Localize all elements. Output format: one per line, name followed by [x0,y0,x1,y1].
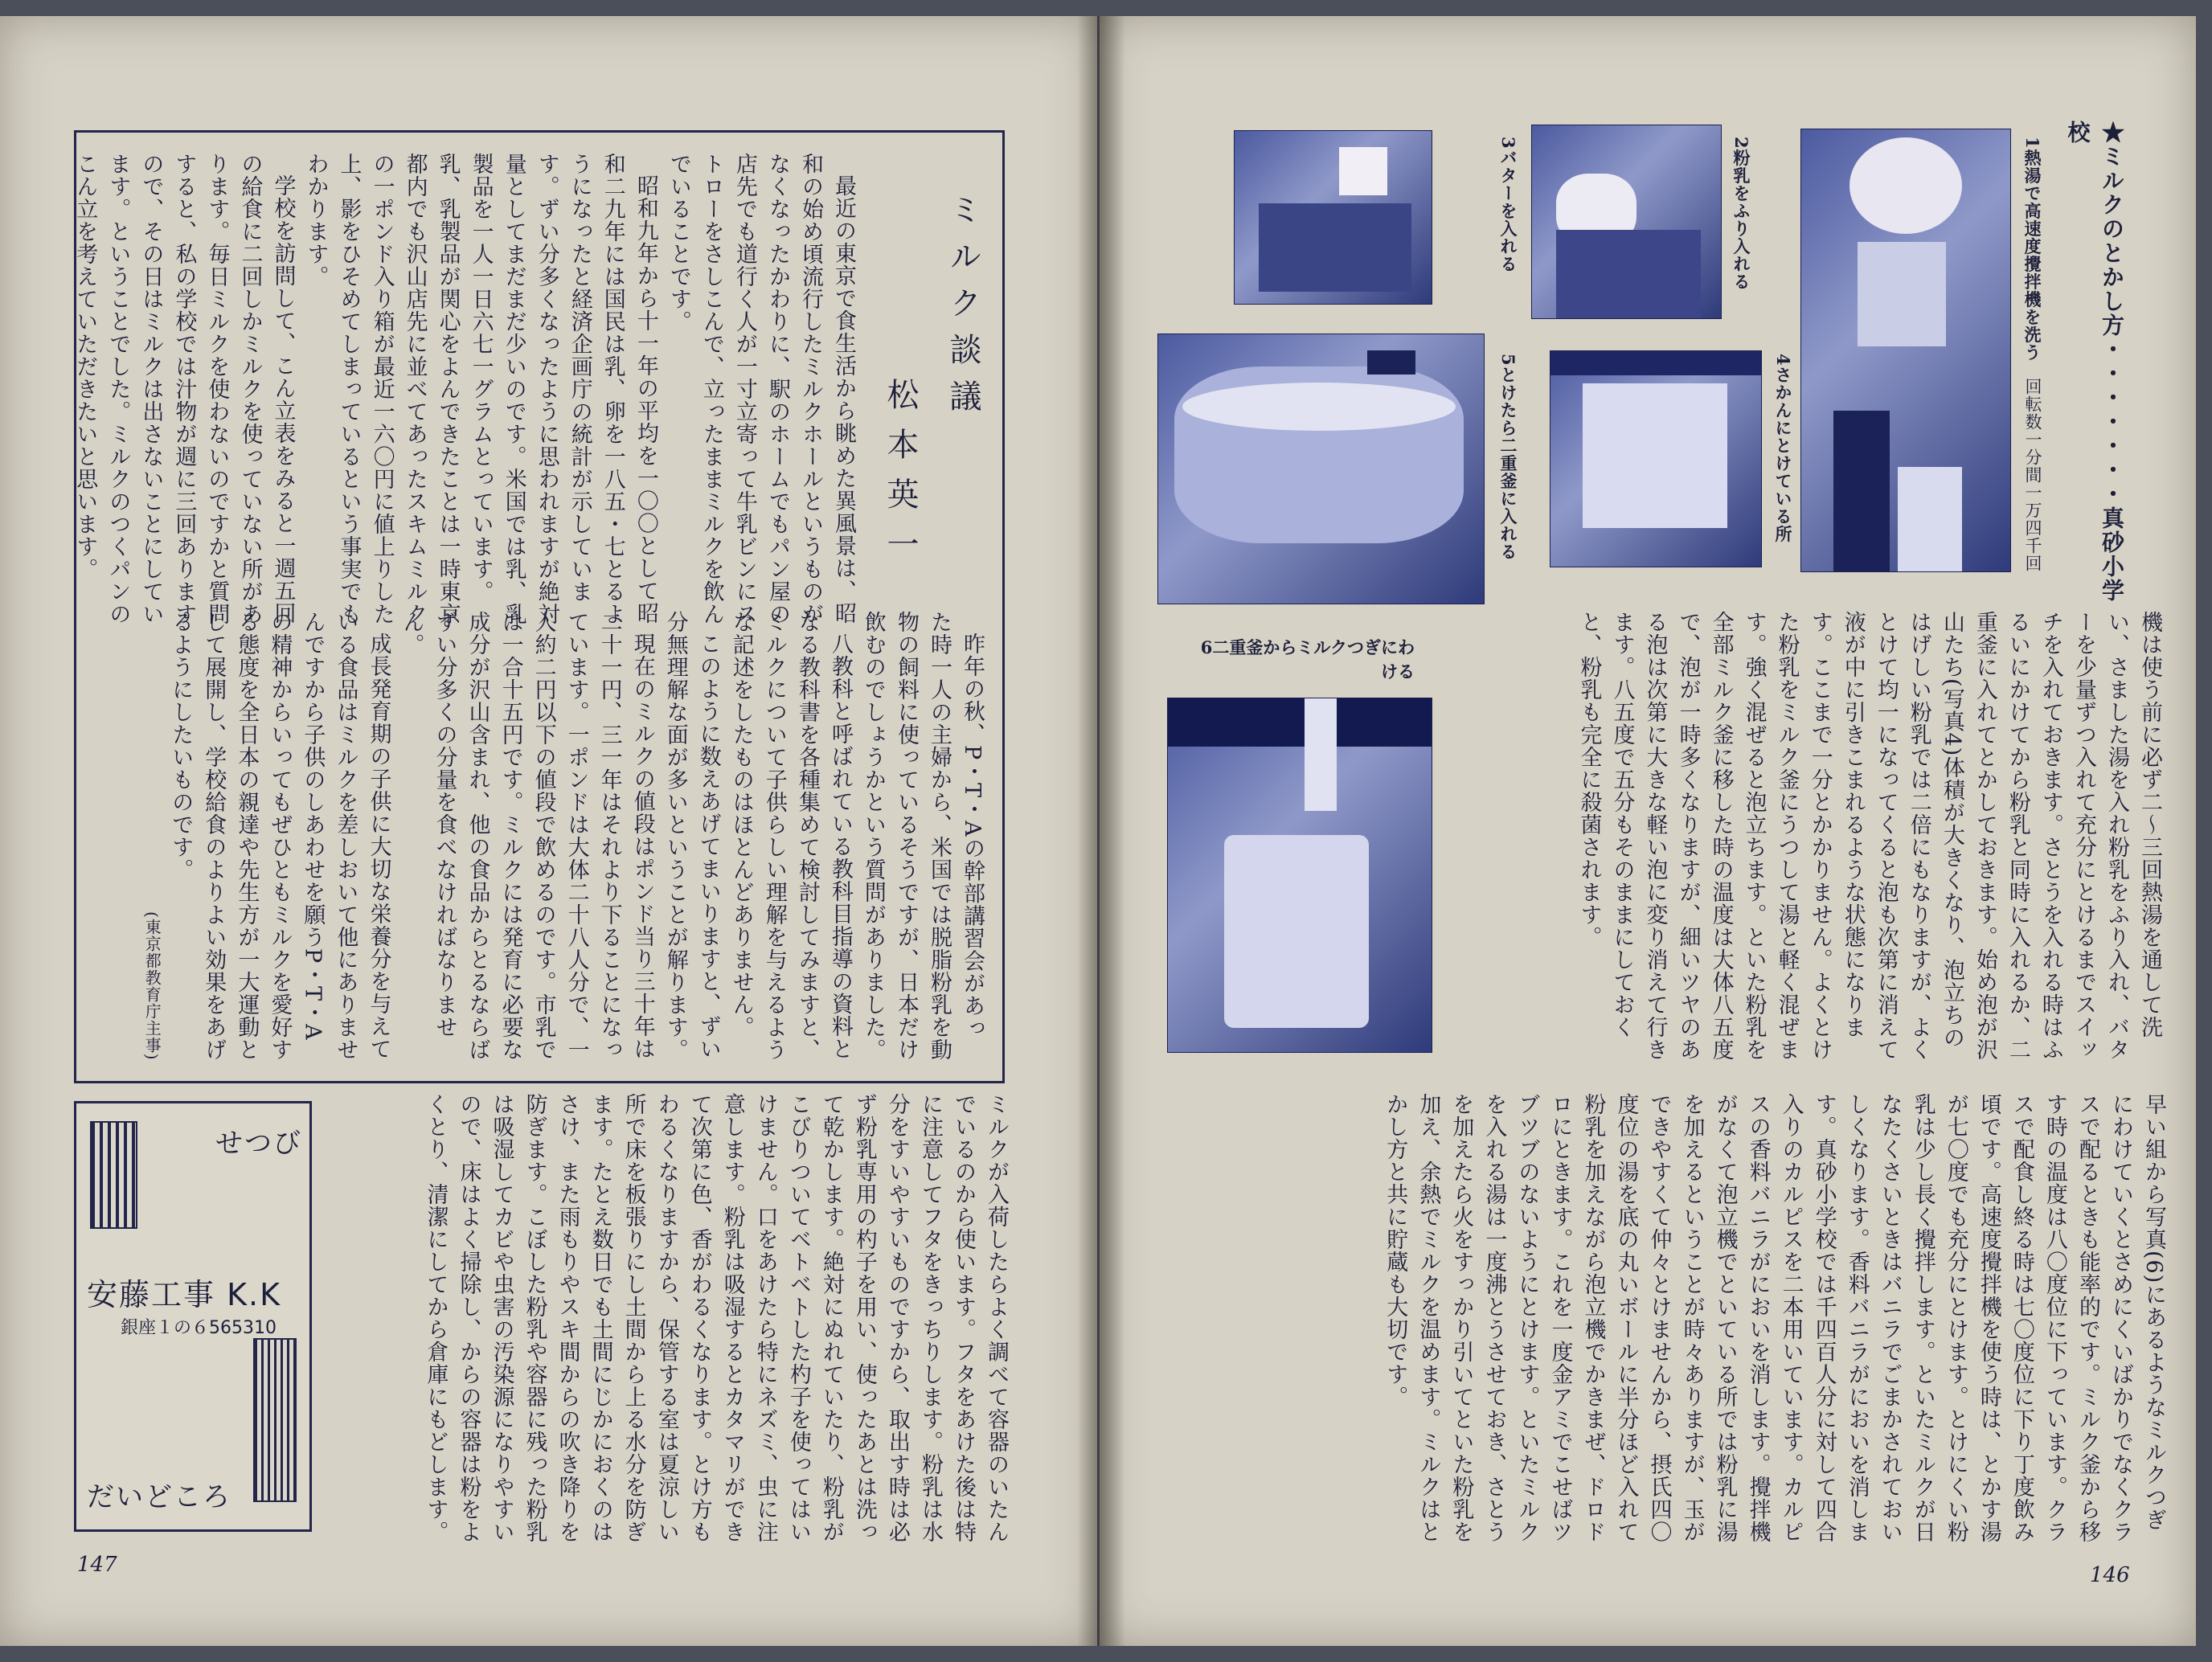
caption-photo-3: 3バターを入れる [1498,137,1518,273]
page-number-left: 147 [77,1553,117,1577]
ad-broom-graphic [253,1338,297,1502]
essay-title: ミルク談議 [944,193,981,426]
caption-photo-1-sub: 回転数一分間一万四千回 [2023,378,2042,572]
article-heading: ★ミルクのとかし方・・・・・・・真砂小学校 [2064,121,2125,603]
page-number-right: 146 [2090,1563,2130,1587]
caption-photo-2: 2粉乳をふり入れる [1731,137,1751,291]
ad-bottom-text: だいどころ [87,1481,231,1513]
photo-2-adding-powder [1531,125,1722,319]
caption-photo-6: 6二重釜からミルクつぎにわける [1200,637,1415,682]
essay-body-lower [88,611,989,1061]
caption-photo-5: 5とけたら二重釜に入れる [1498,354,1518,561]
photo-5-double-boiler [1157,334,1485,604]
essay-paragraph: 最近の東京で食生活から眺めた異風景は、昭和の始め頃流行したミルクホールというものがなくなったかわりに、駅のホームでもパン屋の店先でも道行く人が一寸立寄って牛乳ビンにストローをさしこんで、立ったままミルクを飲んでいることです。 [666,153,856,625]
essay-paragraph: 八教科と呼ばれている教科目指導の資料となる教科書を各種集めて検討してみますと、ミルクについて子供らしい理解を与えるような記述をしたものはほとんどありません。 [728,611,853,1061]
essay-body-upper [72,153,860,635]
essay-paragraph: 現在のミルクの値段はポンド当り三十年は二十一円、三一年はそれより下ることになっています。一ポンドは大体二十八人分で、一人約二円以下の値段で飲めるのです。市乳では一合十五円です。ミルクには発育に必要な成分が沢山含まれ、他の食品からとるならばずい分多くの分量を食べなければなりません。 [399,611,655,1061]
book-spine [1077,16,1125,1646]
essay-paragraph: 学校を訪問して、こん立表をみると一週五回の給食に二回しかミルクを使っていない所があります。毎日ミルクを使わないのですかと質問すると、私の学校では汁物が週に三回ありますので、その日はミルクは出さないことにしています。ということでした。ミルクのつくパンのこん立を考えていただきたいと思います。 [72,153,296,625]
ad-top-text: せつび [215,1128,302,1160]
ad-company: 安藤工事 K.K [87,1277,281,1312]
method-text-continued: 早い組から写真(6)にあるようなミルクつぎにわけていくとさめにくいばかりでなくクラスで配るときも能率的です。ミルク釜から移す時の温度は八〇度位に下っています。クラスで配食し終る時は七〇度位に下り丁度飲み頃です。高速度攪拌機を使う時は、とかす湯が七〇度でも充分にとけます。とけにくい粉乳は少し長く攪拌します。といたミルクが日なたくさいときはバニラでごまかされておいしくなります。香料バニラがにおいを消します。真砂小学校では千四百人分に対して四合入りのカルピスを二本用いています。カルピスの香料バニラがにおいを消します。攪拌機がなくて泡立機でといている所では粉乳に湯を加えるということが時々ありますが、玉ができやすくて仲々とけませんから、摂氏四〇度位の湯を底の丸いボールに半分ほど入れて粉乳を加えながら泡立機でかきまぜ、ドロドロにときます。これを一度金アミでこせばツブツブのないようにとけます。といたミルクを入れる湯は一度沸とうさせておき、さとうを加えたら火をすっかり引いてといた粉乳を加え、余熱でミルクを温めます。ミルクはとかし方と共に貯蔵も大切です。 [1382,1093,2166,1543]
essay-affiliation: (東京都教育庁主事) [142,911,162,1061]
essay-paragraph: このように数えあげてまいりますと、ずい分無理解な面が多いということが解ります。 [662,611,721,1061]
ad-pillar-graphic [90,1121,137,1229]
photo-3-adding-butter [1234,130,1432,305]
photo-1-washing-mixer [1800,129,2011,572]
ad-address: 銀座１の６565310 [121,1318,276,1338]
caption-photo-4: 4さかんにとけている所 [1773,354,1793,543]
photo-4-dissolving [1550,350,1762,567]
caption-photo-1: 1熱湯で高速度攪拌機を洗う [2022,137,2042,362]
method-text: 機は使う前に必ず二〜三回熱湯を通して洗い、さました湯を入れ粉乳をふり入れ、バターを少量ずつ入れて充分にとけるまでスイッチを入れておきます。さとうを入れる時はふるいにかけてから粉乳と同時に入れるか、二重釜に入れてとかしておきます。始め泡が沢山たち(写真4)体積が大きくなり、泡立ちのはげしい粉乳では二倍にもなりますが、よくとけて均一になってくると泡も次第に消えて液が中に引きこまれるような状態になります。ここまで一分とかかりません。よくとけた粉乳をミルク釜にうつして湯と軽く混ぜます。強く混ぜると泡立ちます。といた粉乳を全部ミルク釜に移した時の温度は大体八五度で、泡が一時多くなりますが、細いツヤのある泡は次第に大きな軽い泡に変り消えて行きます。八五度で五分もそのままにしておくと、粉乳も完全に殺菌されます。 [1576,611,2162,1061]
storage-text: ミルクが入荷したらよく調べて容器のいたんでいるのから使います。フタをあけた後は特に注意してフタをきっちりします。粉乳は水分をすいやすいものですから、取出す時は必ず粉乳専用の杓子を用い、使ったあとは洗って乾かします。絶対にぬれていたり、粉乳がこびりついてベトベトした杓子を使ってはいけません。口をあけたら特にネズミ、虫に注意します。粉乳は吸湿するとカタマリができて次第に色、香がわるくなります。とけ方もわるくなりますから、保管する室は夏涼しい所で床を板張りにし土間から上る水分を防ぎます。たとえ数日でも土間にじかにおくのはさけ、また雨もりやスキ間からの吹き降りを防ぎます。こぼした粉乳や容器に残った粉乳は吸湿してカビや虫害の汚染源になりやすいので、床はよく掃除し、からの容器は粉をよくとり、清潔にしてから倉庫にもどします。 [423,1093,1009,1543]
essay-paragraph: 成長発育期の子供に大切な栄養分を与えている食品はミルクを差しおいて他にありませんですから子供のしあわせを願うP・T・Aの精神からいってもぜひともミルクを愛好する態度を全日本の親達や先生方が一大運動として展開し、学校給食のよりよい効果をあげるようにしたいものです。 [168,611,391,1061]
photo-6-pouring-milk [1167,698,1432,1053]
essay-paragraph: 昨年の秋、P・T・Aの幹部講習会があった時一人の主婦から、米国では脱脂粉乳を動物の飼料に使っているそうですが、日本だけ飲むのでしょうかという質問がありました。 [860,611,985,1061]
essay-author: 松本英一 [882,378,919,577]
essay-paragraph: 昭和九年から十一年の平均を一〇〇として昭和二九年には国民は乳、卵を一八五・七とるようになったと経済企画庁の統計が示しています。ずい分多くなったように思われますが絶対量としてまだまだ少いのです。米国では乳、乳製品を一人一日六七一グラムとっています。乳、乳製品が関心をよんできたことは一時東京都内でも沢山店先に並べてあったスキムミルクの一ポンド入り箱が最近一六〇円に値上りした上、影をひそめてしまっているという事実でもわかります。 [303,153,658,625]
